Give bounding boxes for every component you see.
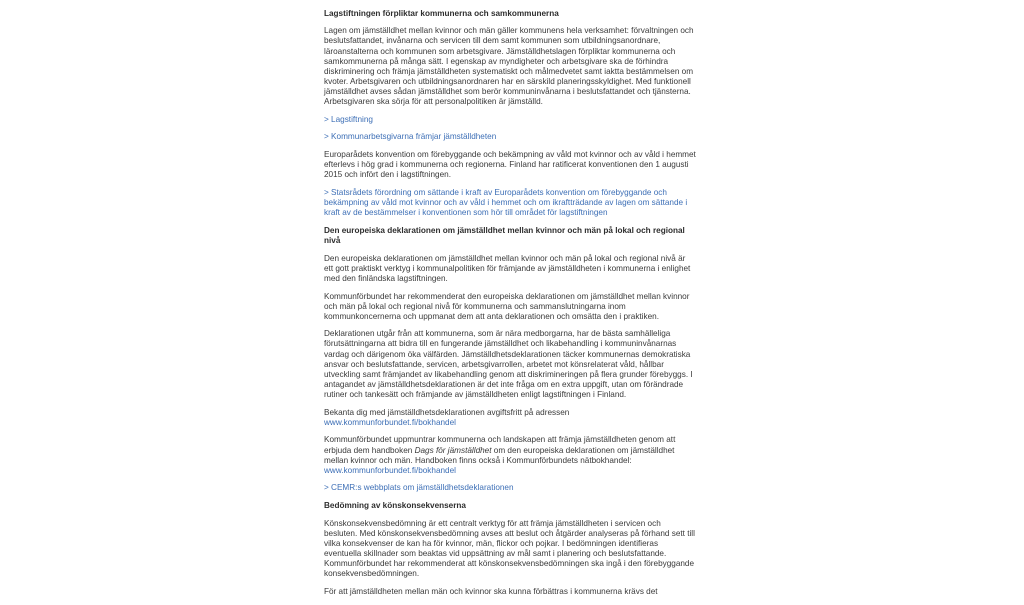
heading-lagstiftning: Lagstiftningen förpliktar kommunerna och samkommunerna [324,8,559,18]
link-line-cemr [324,483,696,493]
link-statsradet-forordning[interactable]: > Statsrådets förordning om sättande i kraft av Europarådets konvention om förebyggande och bekämpning av våld mot kvinnor och av våld i hemmet och om ikraftträdande av lagen om sättande i kraft av de bestämmelser i konventionen som hör till området för lagstiftningen [324,187,688,218]
paragraph-handbok [324,435,696,475]
paragraph-deklaration-3: Deklarationen utgår från att kommunerna, som är nära medborgarna, har de bästa samhälleliga förutsättningarna att bidra till en fungerande jämställdhet och likabehandling i kommuninvånarnas vardag och därigenom öka välfärden. Jämställdhetsdeklarationen täcker kommunernas demokratiska ansvar och beslutsfattande, servicen, arbetsgivarrollen, arbetet mot könsrelaterat våld, hållbar utveckling samt främjandet av likabehandling genom att diskrimineringen på flera grunder förebyggs. I antagandet av jämställdhetsdeklarationen är det inte fråga om en extra uppgift, utan om förändrade rutiner och tankesätt och främjande av jämställdheten enligt lagstiftningen i Finland. [324,329,693,399]
link-cemr[interactable]: > CEMR:s webbplats om jämställdhetsdeklarationen [324,483,514,493]
heading-europeiska-deklarationen: Den europeiska deklarationen om jämställdhet mellan kvinnor och män på lokal och regional nivå [324,225,685,245]
link-line-kommunarbetsgivarna [324,132,696,142]
paragraph-lag: Lagen om jämställdhet mellan kvinnor och män gäller kommunens hela verksamhet: förvaltningen och beslutsfattandet, invånarna och servicen till dem samt kommunen som utbildningsanordnare, läroanstalterna och kommunen som arbetsgivare. Jämställdhetslagen förpliktar kommunerna och samkommunerna på många sätt. I egenskap av myndigheter och arbetsgivare ska de förhindra diskriminering och främja jämställdheten systematiskt och målmedvetet samt iaktta bestämmelsen om kvoter. Arbetsgivaren och utbildningsanordnaren har en särskild planeringsskyldighet. Med funktionell jämställdhet avses sådan jämställdhet som berör kommuninvånarna i beslutsfattandet och tjänsterna. Arbetsgivaren ska sörja för att personalpolitiken är jämställd. [324,26,694,107]
paragraph-bottom-cut: För att jämställdheten mellan män och kvinnor ska kunna förbättras i kommunerna krävs det [324,586,658,596]
paragraph-deklaration-2: Kommunförbundet har rekommenderat den europeiska deklarationen om jämställdhet mellan kvinnor och män på lokal och regional nivå för kommunerna och sammanslutningarna inom kommunkoncernerna och uppmanat dem att anta deklarationen och omsätta den i praktiken. [324,291,690,321]
link-line-lagstiftning [324,115,696,125]
link-bokhandel-2[interactable]: www.kommunforbundet.fi/bokhandel [324,465,456,475]
bekanta-text: Bekanta dig med jämställdhetsdeklarationen avgiftsfritt på adressen [324,407,570,417]
link-line-statsradet [324,188,696,218]
link-kommunarbetsgivarna[interactable]: > Kommunarbetsgivarna främjar jämställdheten [324,132,497,142]
paragraph-europaradet: Europarådets konvention om förebyggande och bekämpning av våld mot kvinnor och av våld i hemmet efterlevs i hög grad i kommunerna och regionerna. Finland har ratificerat konventionen den 1 augusti 2015 och infört den i lagstiftningen. [324,150,696,180]
link-bokhandel-1[interactable]: www.kommunforbundet.fi/bokhandel [324,417,456,427]
heading-bedomning: Bedömning av könskonsekvenserna [324,501,466,511]
handbok-text-2: om den europeiska deklarationen om jämställdhet mellan kvinnor och män. Handboken finns också i Kommunförbundets nätbokhandel: [324,445,675,465]
handbok-text-1: Kommunförbundet uppmuntrar kommunerna och landskapen att främja jämställdheten genom att erbjuda dem handboken [324,435,676,455]
link-lagstiftning[interactable]: > Lagstiftning [324,114,373,124]
article-content [324,0,696,605]
paragraph-bekanta [324,408,696,428]
paragraph-bedomning: Könskonsekvensbedömning är ett centralt verktyg för att främja jämställdheten i servicen och besluten. Med könskonsekvensbedömning avses att beslut och åtgärder analyseras på förhand sett till vilka konsekvenser de kan ha för kvinnor, män, flickor och pojkar. I bedömningen identifieras eventuella skillnader som beaktas vid uppsättning av mål samt i planering och beslutsfattande. Kommunförbundet har rekommenderat att könskonsekvensbedömningen ska ingå i den förebyggande konsekvensbedömningen. [324,518,695,579]
handbok-title: Dags för jämställdhet [414,445,492,455]
paragraph-deklaration-1: Den europeiska deklarationen om jämställdhet mellan kvinnor och män på lokal och regional nivå är ett gott praktiskt verktyg i kommunalpolitiken för främjande av jämställdheten i kommunerna i enlighet med den finländska lagstiftningen. [324,253,691,283]
top-link-line [324,0,696,1]
